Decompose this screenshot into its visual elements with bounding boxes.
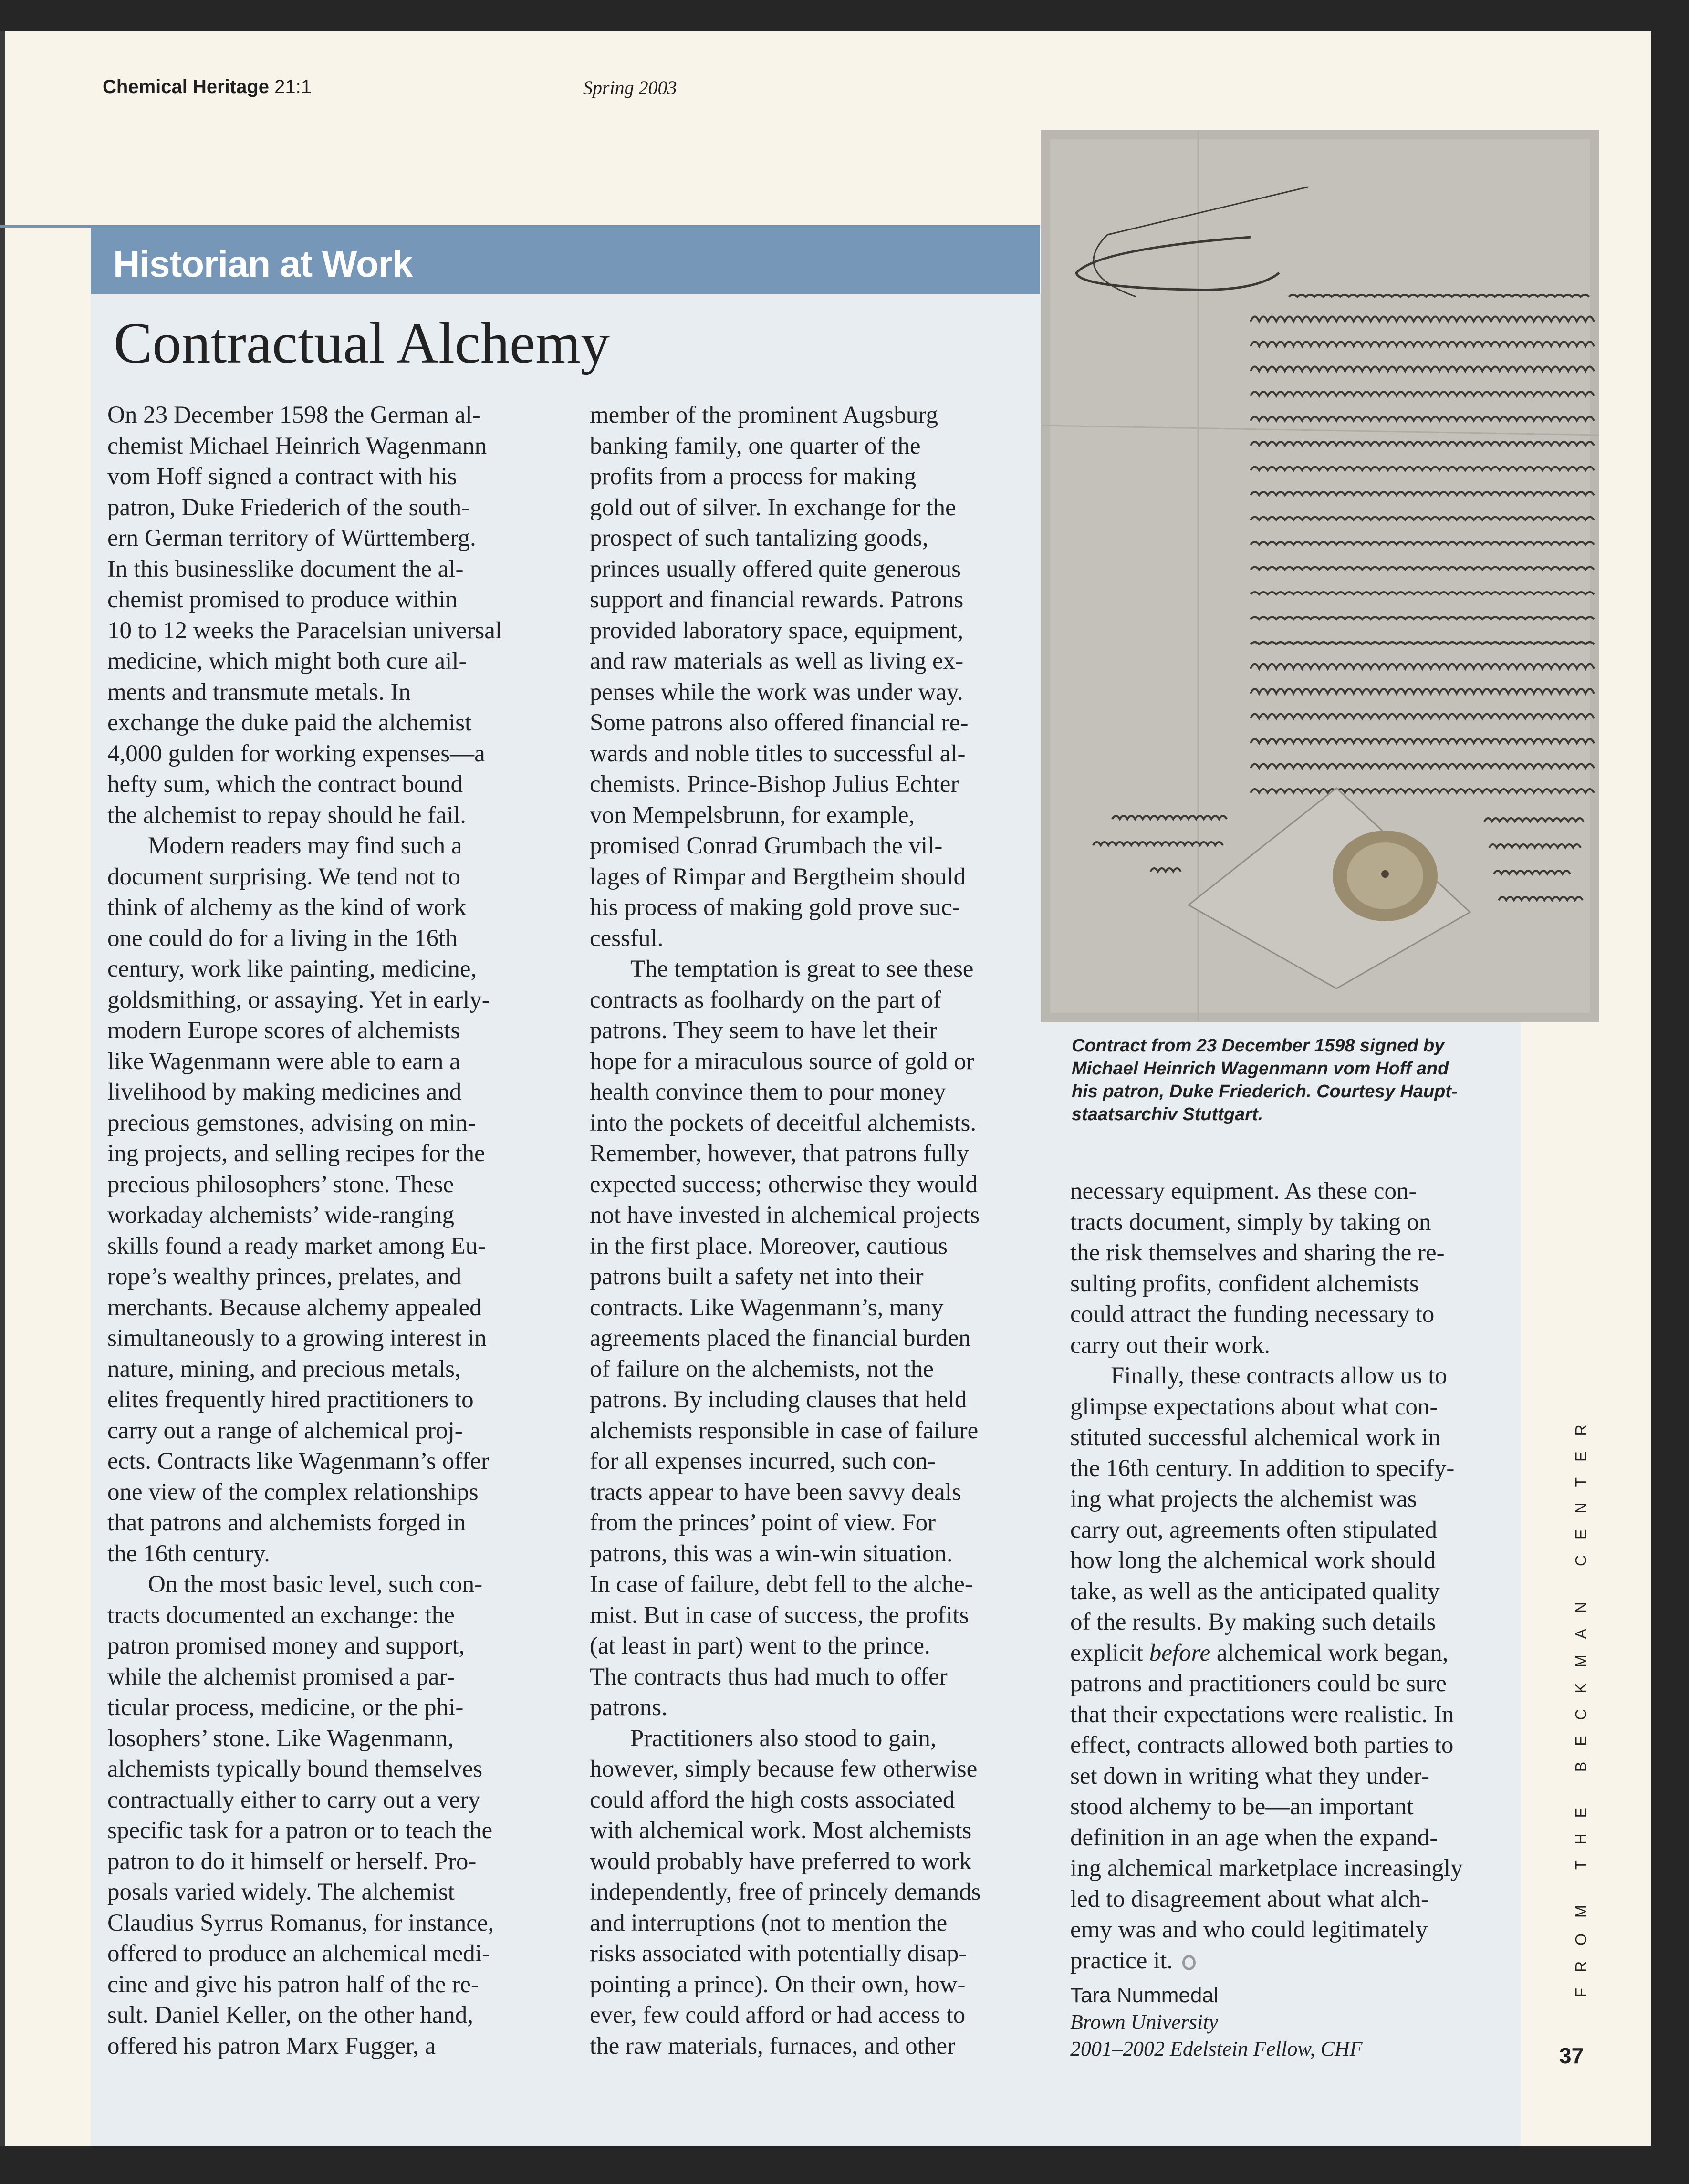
- text-line: into the pockets of deceitful alchemists.: [590, 1109, 977, 1136]
- text-line: livelihood by making medicines and: [107, 1079, 462, 1105]
- text-line: independently, free of princely demands: [590, 1879, 981, 1905]
- text-line: the raw materials, furnaces, and other: [590, 2032, 956, 2059]
- text-line: ticular process, medicine, or the phi-: [107, 1694, 464, 1721]
- text-line: that their expectations were realistic. In: [1070, 1701, 1454, 1728]
- text-line: the 16th century.: [107, 1540, 270, 1567]
- text-line: ing projects, and selling recipes for the: [107, 1140, 485, 1167]
- text-line: carry out, agreements often stipulated: [1070, 1516, 1437, 1543]
- text-line: ments and transmute metals. In: [107, 678, 411, 706]
- text-line: gold out of silver. In exchange for the: [590, 494, 956, 521]
- text-line: led to disagreement about what alch-: [1070, 1885, 1429, 1913]
- text-line: expected success; otherwise they would: [590, 1171, 978, 1198]
- page-number: 37: [1559, 2043, 1584, 2068]
- text-line: workaday alchemists’ wide-ranging: [107, 1202, 454, 1228]
- text-line: (at least in part) went to the prince.: [590, 1633, 930, 1659]
- text-line: patrons built a safety net into their: [590, 1263, 924, 1290]
- text-line: medicine, which might both cure ail-: [107, 648, 467, 675]
- journal-name: Chemical Heritage: [103, 76, 270, 97]
- text-line: Practitioners also stood to gain,: [630, 1725, 937, 1752]
- text-line: elites frequently hired practitioners to: [107, 1386, 474, 1413]
- text-line: hefty sum, which the contract bound: [107, 771, 463, 798]
- text-line: patrons. By including clauses that held: [590, 1386, 967, 1413]
- text-line: The contracts thus had much to offer: [590, 1663, 948, 1690]
- text-line: glimpse expectations about what con-: [1070, 1393, 1438, 1420]
- caption-line: Michael Heinrich Wagenmann vom Hoff and: [1072, 1059, 1449, 1079]
- text-line: pointing a prince). On their own, how-: [590, 1971, 966, 1998]
- scan-edge: [0, 31, 5, 2146]
- text-line: tracts document, simply by taking on: [1070, 1208, 1431, 1236]
- text-line: the risk themselves and sharing the re-: [1070, 1239, 1445, 1266]
- text-line: ever, few could afford or had access to: [590, 2002, 966, 2028]
- text-line: rope’s wealthy princes, prelates, and: [107, 1263, 462, 1290]
- text-line: member of the prominent Augsburg: [590, 402, 938, 428]
- text-line: not have invested in alchemical projects: [590, 1202, 980, 1228]
- text-line: provided laboratory space, equipment,: [590, 617, 964, 644]
- text-line: agreements placed the financial burden: [590, 1325, 971, 1352]
- running-header-season: Spring 2003: [583, 77, 677, 98]
- text-line: cessful.: [590, 925, 664, 952]
- text-line: penses while the work was under way.: [590, 678, 963, 706]
- text-line: hope for a miraculous source of gold or: [590, 1048, 974, 1075]
- section-banner: [91, 228, 1040, 294]
- emphasis: before: [1149, 1639, 1211, 1666]
- text-line: princes usually offered quite generous: [590, 555, 961, 582]
- text-line: lages of Rimpar and Bergtheim should: [590, 863, 966, 890]
- text-line: Modern readers may find such a: [148, 832, 462, 859]
- text-line: Claudius Syrrus Romanus, for instance,: [107, 1909, 494, 1936]
- text-line: ects. Contracts like Wagenmann’s offer: [107, 1448, 489, 1475]
- text-line: [1070, 1945, 1463, 1976]
- text-line: alchemists typically bound themselves: [107, 1756, 483, 1782]
- text-line: precious philosophers’ stone. These: [107, 1171, 454, 1198]
- caption-line: staatsarchiv Stuttgart.: [1072, 1104, 1263, 1124]
- text-line: tracts documented an exchange: the: [107, 1602, 455, 1629]
- photo-caption: [1072, 1034, 1511, 1126]
- text-line: Remember, however, that patrons fully: [590, 1140, 969, 1167]
- text-line: from the princes’ point of view. For: [590, 1509, 936, 1536]
- text-line: exchange the duke paid the alchemist: [107, 709, 472, 736]
- text-line: contractually either to carry out a very: [107, 1786, 480, 1813]
- text-line: von Mempelsbrunn, for example,: [590, 801, 915, 829]
- text-line: In this businesslike document the al-: [107, 555, 464, 582]
- text-line: health convince them to pour money: [590, 1079, 946, 1105]
- section-rule: [0, 225, 1040, 228]
- text-line: ing what projects the alchemist was: [1070, 1486, 1417, 1512]
- text-line: Some patrons also offered financial re-: [590, 709, 969, 736]
- text-line: document surprising. We tend not to: [107, 863, 461, 890]
- text-line: patrons and practitioners could be sure: [1070, 1670, 1447, 1697]
- text-line: however, simply because few otherwise: [590, 1756, 978, 1782]
- section-label: Historian at Work: [113, 243, 413, 285]
- text-line: century, work like painting, medicine,: [107, 956, 477, 982]
- caption-line: Contract from 23 December 1598 signed by: [1072, 1036, 1445, 1056]
- text-line: posals varied widely. The alchemist: [107, 1879, 455, 1905]
- text-line: cine and give his patron half of the re-: [107, 1971, 479, 1998]
- text-line: [1070, 1638, 1463, 1669]
- running-header-journal: [103, 76, 312, 98]
- text-line: that patrons and alchemists forged in: [107, 1509, 466, 1536]
- text-line: merchants. Because alchemy appealed: [107, 1294, 482, 1321]
- text-line: alchemists responsible in case of failure: [590, 1417, 979, 1444]
- text-line: one view of the complex relationships: [107, 1478, 479, 1506]
- text-line: The temptation is great to see these: [630, 956, 974, 982]
- end-mark-icon: [1182, 1955, 1196, 1970]
- text-line: his process of making gold prove suc-: [590, 894, 960, 921]
- column-1: [107, 400, 502, 2061]
- text-line: 4,000 gulden for working expenses—a: [107, 740, 485, 767]
- text-line: the 16th century. In addition to specify-: [1070, 1455, 1455, 1482]
- text-line: precious gemstones, advising on min-: [107, 1109, 476, 1136]
- text-line: stituted successful alchemical work in: [1070, 1424, 1441, 1451]
- text-line: prospect of such tantalizing goods,: [590, 525, 928, 551]
- text-line: sult. Daniel Keller, on the other hand,: [107, 2002, 473, 2028]
- text-line: could afford the high costs associated: [590, 1786, 955, 1813]
- text-line: emy was and who could legitimately: [1070, 1916, 1428, 1943]
- text-line: profits from a process for making: [590, 463, 917, 490]
- text-line: stood alchemy to be—an important: [1070, 1793, 1414, 1820]
- text-line: chemist Michael Heinrich Wagenmann: [107, 432, 487, 459]
- text-line: and raw materials as well as living ex-: [590, 648, 964, 675]
- text-line: like Wagenmann were able to earn a: [107, 1048, 460, 1075]
- text-line: In case of failure, debt fell to the alche-: [590, 1571, 973, 1598]
- text-line: risks associated with potentially disap-: [590, 1940, 967, 1967]
- text-line: goldsmithing, or assaying. Yet in early-: [107, 986, 490, 1013]
- text-line: skills found a ready market among Eu-: [107, 1232, 486, 1259]
- text-line: On 23 December 1598 the German al-: [107, 402, 480, 428]
- text-line: patron to do it himself or herself. Pro-: [107, 1848, 477, 1875]
- text-line: while the alchemist promised a par-: [107, 1663, 455, 1690]
- text-line: necessary equipment. As these con-: [1070, 1178, 1417, 1205]
- text-line: patrons. They seem to have let their: [590, 1017, 938, 1044]
- contract-document-photo: [1041, 130, 1599, 1022]
- text-line: contracts as foolhardy on the part of: [590, 986, 941, 1013]
- column-3: [1070, 1176, 1463, 1976]
- text-line: wards and noble titles to successful al-: [590, 740, 966, 767]
- text-line: ern German territory of Württemberg.: [107, 525, 476, 551]
- text-line: banking family, one quarter of the: [590, 432, 921, 459]
- text-line: patron promised money and support,: [107, 1633, 465, 1659]
- text-line: would probably have preferred to work: [590, 1848, 972, 1875]
- text-line: ing alchemical marketplace increasingly: [1070, 1855, 1463, 1882]
- text-line: tracts appear to have been savvy deals: [590, 1478, 961, 1506]
- author-block: [1070, 1982, 1363, 2062]
- text-line: support and financial rewards. Patrons: [590, 586, 964, 613]
- text-line: offered his patron Marx Fugger, a: [107, 2032, 436, 2059]
- text-line: chemist promised to produce within: [107, 586, 458, 613]
- text-line: Finally, these contracts allow us to: [1111, 1362, 1447, 1389]
- text-line: vom Hoff signed a contract with his: [107, 463, 457, 490]
- text-line: think of alchemy as the kind of work: [107, 894, 467, 921]
- text-segment: practice it.: [1070, 1947, 1173, 1974]
- text-line: modern Europe scores of alchemists: [107, 1017, 460, 1044]
- text-line: carry out their work.: [1070, 1331, 1271, 1359]
- text-line: chemists. Prince-Bishop Julius Echter: [590, 771, 959, 798]
- text-line: the alchemist to repay should he fail.: [107, 801, 467, 829]
- sidebar-section-label: FROM THE BECKMAN CENTER: [1572, 1409, 1590, 1997]
- text-line: with alchemical work. Most alchemists: [590, 1817, 972, 1844]
- text-line: patrons.: [590, 1694, 667, 1721]
- text-line: patron, Duke Friederich of the south-: [107, 494, 470, 521]
- text-line: take, as well as the anticipated quality: [1070, 1578, 1440, 1605]
- text-line: definition in an age when the expand-: [1070, 1824, 1438, 1851]
- text-line: effect, contracts allowed both parties to: [1070, 1732, 1454, 1758]
- text-line: promised Conrad Grumbach the vil-: [590, 832, 943, 859]
- text-line: specific task for a patron or to teach the: [107, 1817, 493, 1844]
- text-segment: alchemical work began,: [1210, 1639, 1449, 1666]
- text-line: one could do for a living in the 16th: [107, 925, 458, 952]
- issue-number: 21:1: [274, 76, 312, 97]
- text-line: and interruptions (not to mention the: [590, 1909, 948, 1936]
- text-line: carry out a range of alchemical proj-: [107, 1417, 463, 1444]
- text-line: On the most basic level, such con-: [148, 1571, 483, 1598]
- author-name: Tara Nummedal: [1070, 1984, 1219, 2007]
- text-line: how long the alchemical work should: [1070, 1547, 1436, 1574]
- text-line: for all expenses incurred, such con-: [590, 1448, 936, 1475]
- text-line: simultaneously to a growing interest in: [107, 1325, 487, 1352]
- text-line: sulting profits, confident alchemists: [1070, 1270, 1419, 1297]
- text-line: set down in writing what they under-: [1070, 1762, 1429, 1789]
- text-line: 10 to 12 weeks the Paracelsian universal: [107, 617, 502, 644]
- text-line: patrons, this was a win-win situation.: [590, 1540, 953, 1567]
- text-line: contracts. Like Wagenmann’s, many: [590, 1294, 944, 1321]
- text-line: of the results. By making such details: [1070, 1609, 1436, 1635]
- text-segment: explicit: [1070, 1639, 1149, 1666]
- article-title: Contractual Alchemy: [114, 311, 610, 375]
- text-line: losophers’ stone. Like Wagenmann,: [107, 1725, 454, 1752]
- text-line: in the first place. Moreover, cautious: [590, 1232, 948, 1259]
- author-fellowship: 2001–2002 Edelstein Fellow, CHF: [1070, 2037, 1363, 2060]
- column-2: [590, 400, 980, 2061]
- text-line: nature, mining, and precious metals,: [107, 1355, 461, 1383]
- text-line: could attract the funding necessary to: [1070, 1301, 1435, 1328]
- text-line: of failure on the alchemists, not the: [590, 1355, 934, 1383]
- author-affiliation: Brown University: [1070, 2010, 1218, 2034]
- text-line: offered to produce an alchemical medi-: [107, 1940, 490, 1967]
- caption-line: his patron, Duke Friederich. Courtesy Haupt-: [1072, 1082, 1458, 1102]
- text-line: mist. But in case of success, the profits: [590, 1602, 969, 1629]
